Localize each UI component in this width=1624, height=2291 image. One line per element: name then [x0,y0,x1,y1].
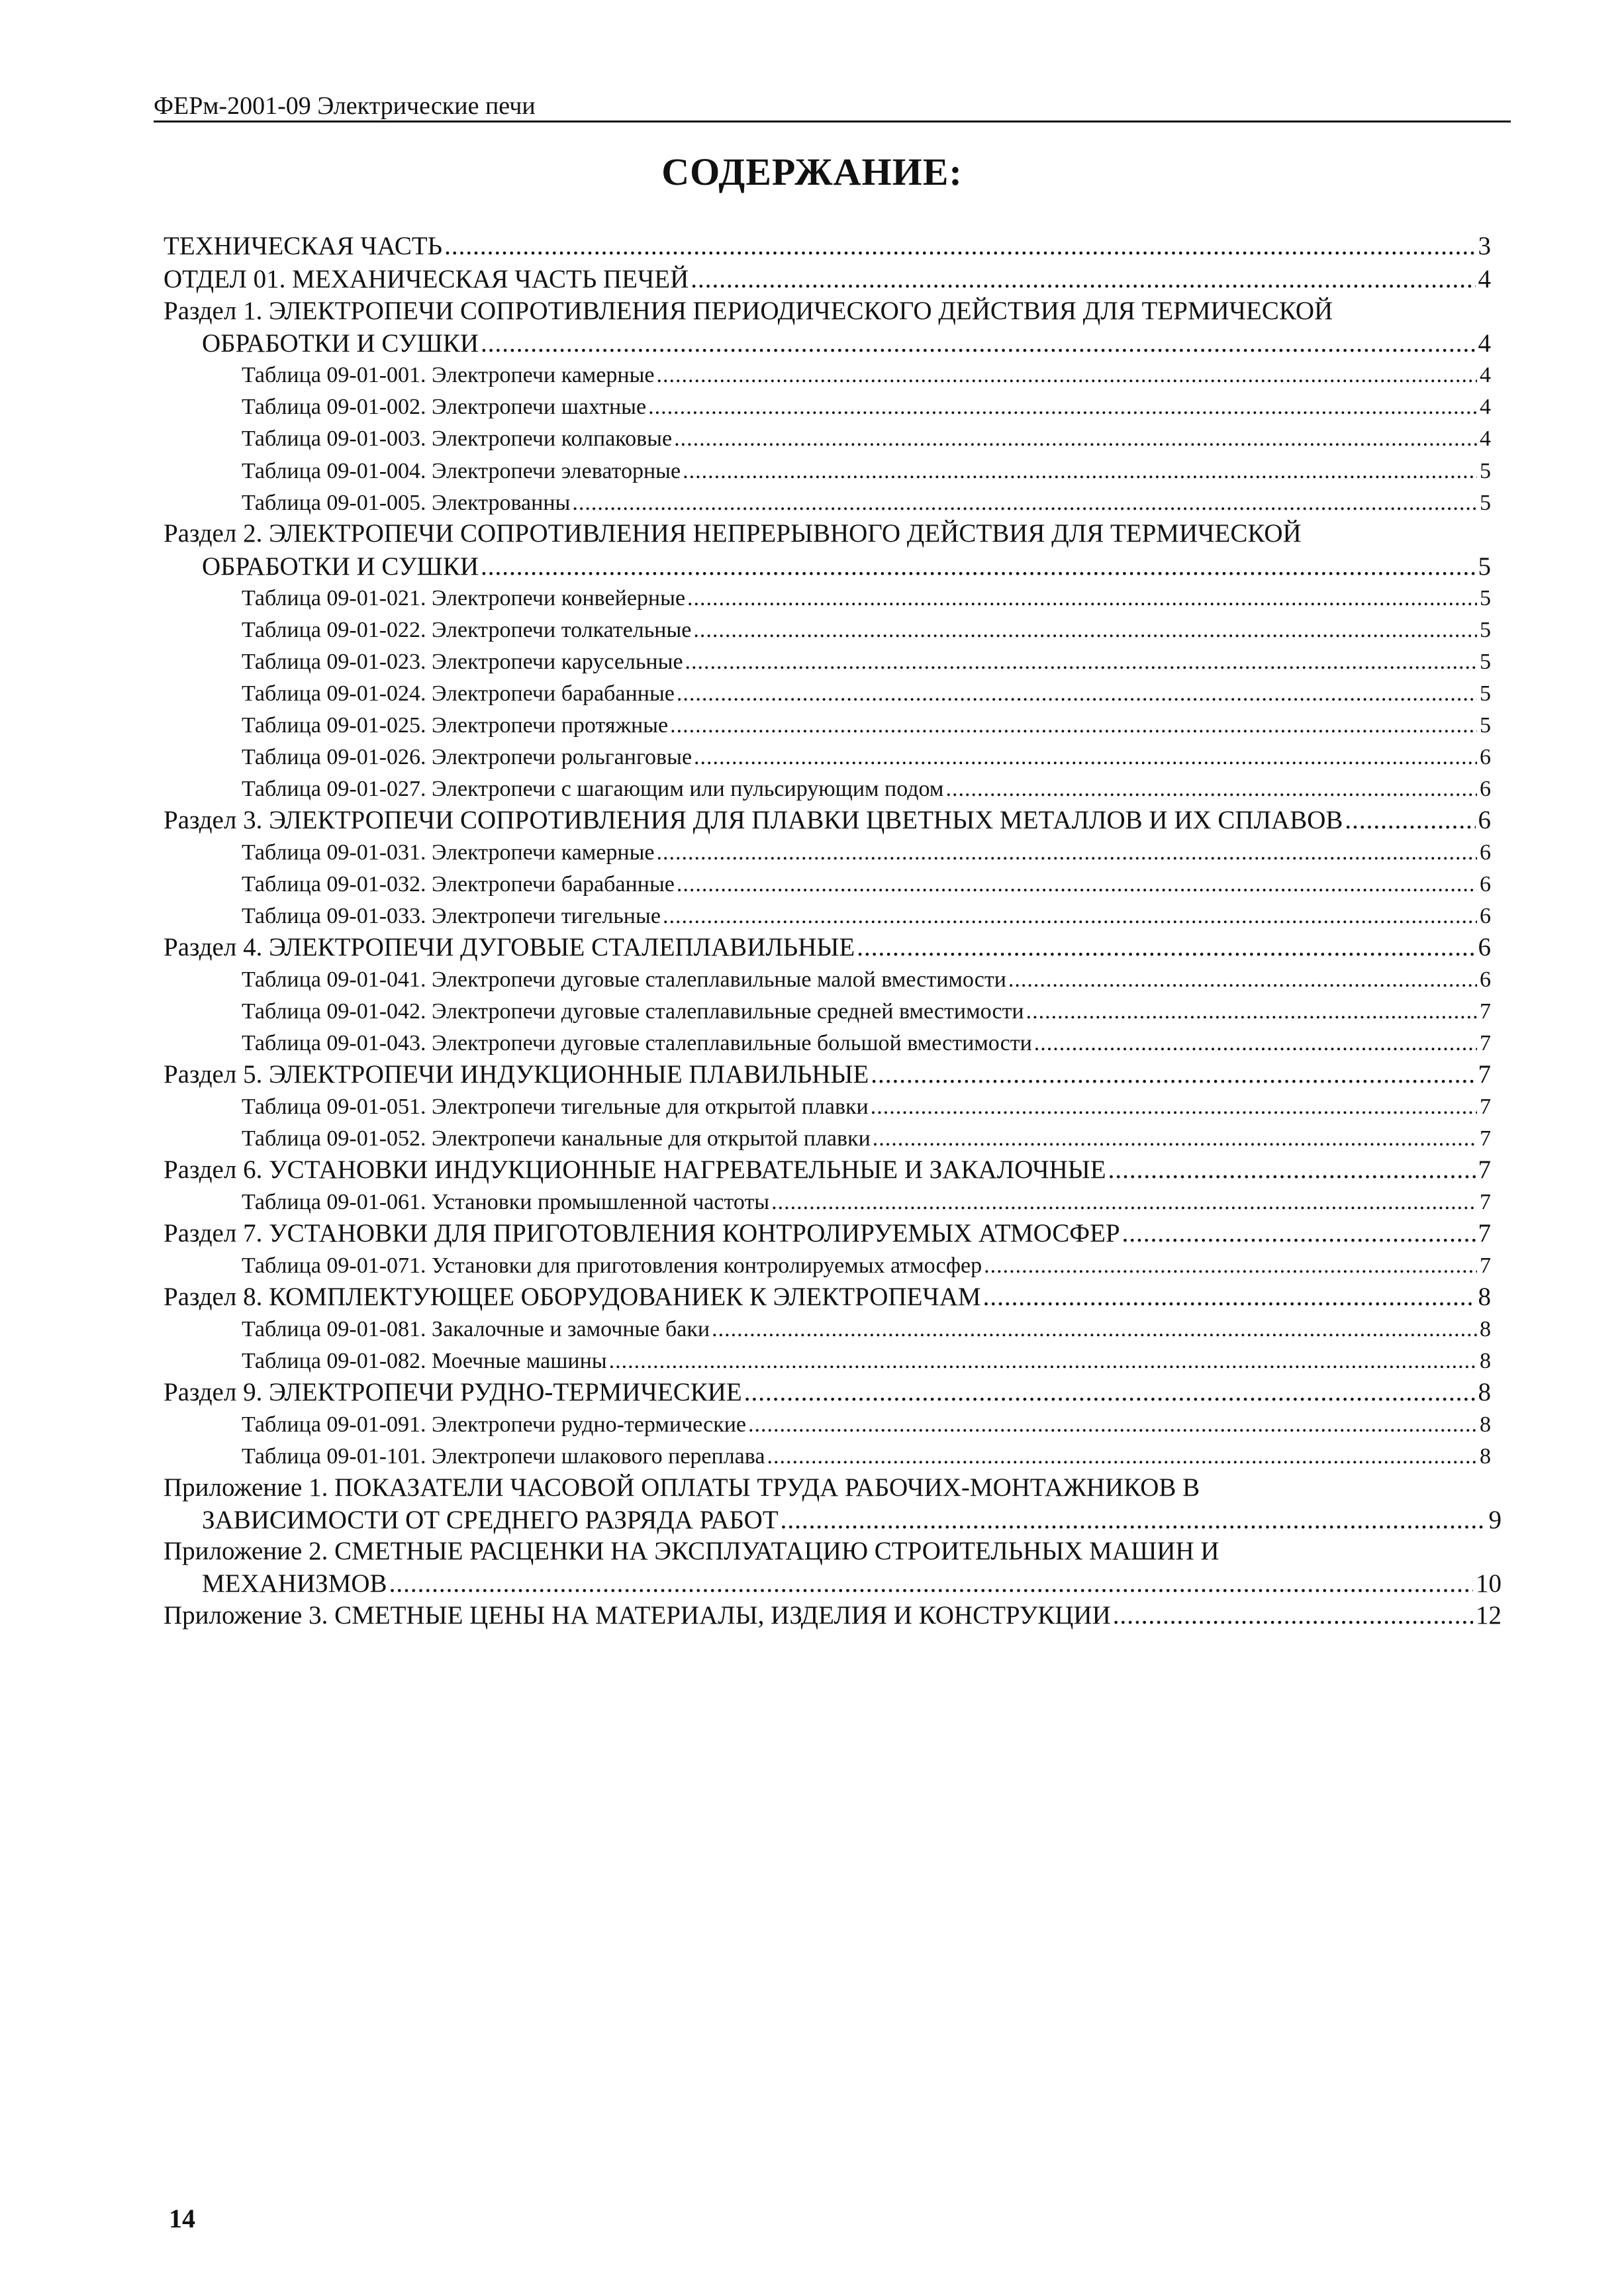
toc-entry-title: ОБРАБОТКИ И СУШКИ [202,552,479,581]
toc-entry-page: 5 [1480,713,1491,738]
toc-entry-page: 8 [1478,1283,1491,1311]
dot-leader [694,743,1477,772]
dot-leader [871,1093,1477,1122]
toc-entry[interactable] [242,1410,1491,1439]
toc-entry[interactable] [164,1155,1491,1185]
dot-leader [781,1506,1486,1535]
toc-entry[interactable] [242,902,1491,931]
toc-entry[interactable] [242,838,1491,867]
dot-leader [691,265,1475,294]
dot-leader [712,1315,1477,1344]
dot-leader [663,902,1477,931]
toc-entry-page: 6 [1480,872,1491,897]
toc-entry[interactable] [242,743,1491,772]
toc-entry-title: Раздел 3. ЭЛЕКТРОПЕЧИ СОПРОТИВЛЕНИЯ ДЛЯ ПЛАВКИ ЦВЕТНЫХ МЕТАЛЛОВ И ИХ СПЛАВОВ [164,806,1343,834]
toc-entry-page: 4 [1478,329,1491,358]
toc-entry-page: 5 [1480,650,1491,674]
toc-entry-page: 4 [1480,363,1491,387]
dot-leader [677,870,1477,899]
toc-entry-page: 7 [1480,1126,1491,1151]
toc-entry-title: Таблица 09-01-071. Установки для приготовления контролируемых атмосфер [242,1253,982,1278]
toc-entry[interactable] [242,1029,1491,1058]
toc-entry-page: 6 [1478,933,1491,961]
toc-entry[interactable] [242,870,1491,899]
toc-entry-title: Приложение 3. СМЕТНЫЕ ЦЕНЫ НА МАТЕРИАЛЫ, ИЗДЕЛИЯ И КОНСТРУКЦИИ [164,1601,1111,1630]
dot-leader [481,329,1475,358]
toc-entry-page: 3 [1478,232,1491,260]
toc-entry-page: 10 [1476,1569,1502,1598]
toc-entry[interactable] [242,1093,1491,1122]
toc-entry[interactable] [202,1506,1502,1535]
dot-leader [572,489,1477,518]
dot-leader [674,424,1477,454]
toc-entry[interactable] [242,489,1491,518]
toc-entry[interactable] [242,1442,1491,1471]
toc-entry-title: Раздел 7. УСТАНОВКИ ДЛЯ ПРИГОТОВЛЕНИЯ КОНТРОЛИРУЕМЫХ АТМОСФЕР [164,1219,1120,1247]
toc-entry[interactable] [242,648,1491,677]
toc-entry-title: Таблица 09-01-081. Закалочные и замочные баки [242,1317,710,1341]
toc-entry-title: Таблица 09-01-082. Моечные машины [242,1349,607,1373]
toc-entry-title: Раздел 6. УСТАНОВКИ ИНДУКЦИОННЫЕ НАГРЕВАТЕЛЬНЫЕ И ЗАКАЛОЧНЫЕ [164,1155,1106,1184]
toc-entry-page: 8 [1480,1317,1491,1341]
toc-entry-page: 9 [1488,1506,1502,1534]
dot-leader [670,711,1477,740]
toc-entry-page: 5 [1480,491,1491,515]
toc-entry-title: Таблица 09-01-023. Электропечи карусельные [242,650,683,674]
dot-leader [983,1283,1476,1312]
toc-entry-page: 6 [1480,840,1491,865]
toc-entry[interactable] [242,711,1491,740]
dot-leader [857,933,1475,962]
toc-entry-title: Таблица 09-01-052. Электропечи канальные для открытой плавки [242,1126,871,1151]
toc-entry-title: Таблица 09-01-051. Электропечи тигельные для открытой плавки [242,1095,869,1119]
toc-entry-title: Таблица 09-01-032. Электропечи барабанные [242,872,675,897]
dot-leader [481,552,1475,581]
toc-entry-title: ТЕХНИЧЕСКАЯ ЧАСТЬ [164,232,443,260]
dot-leader [444,232,1475,261]
dot-leader [744,1378,1476,1407]
toc-entry-page: 7 [1478,1155,1491,1184]
toc-entry[interactable] [164,232,1491,261]
toc-entry-title: ЗАВИСИМОСТИ ОТ СРЕДНЕГО РАЗРЯДА РАБОТ [202,1506,779,1534]
dot-leader [685,648,1477,677]
toc-entry[interactable] [242,1347,1491,1376]
toc-entry[interactable] [242,679,1491,708]
toc-entry-page: 5 [1480,586,1491,610]
toc-entry-title: Таблица 09-01-024. Электропечи барабанные [242,681,675,706]
toc-entry-page: 4 [1480,395,1491,419]
dot-leader [683,457,1477,486]
toc-entry-page: 4 [1480,426,1491,451]
toc-entry[interactable] [242,1251,1491,1281]
toc-entry-title: Таблица 09-01-101. Электропечи шлакового переплава [242,1444,765,1469]
toc-entry-page: 7 [1478,1060,1491,1089]
toc-entry-title: Таблица 09-01-027. Электропечи с шагающим или пульсирующим подом [242,777,944,801]
toc-entry-page: 7 [1480,1095,1491,1119]
toc-entry-page: 8 [1480,1444,1491,1469]
toc-entry[interactable] [242,393,1491,422]
dot-leader [1026,997,1477,1026]
toc-entry-title: Раздел 9. ЭЛЕКТРОПЕЧИ РУДНО-ТЕРМИЧЕСКИЕ [164,1378,742,1406]
toc-entry-page: 5 [1480,459,1491,483]
toc-entry[interactable] [202,1569,1502,1598]
toc-entry-title: Таблица 09-01-002. Электропечи шахтные [242,395,647,419]
toc-entry-title: Таблица 09-01-041. Электропечи дуговые сталеплавильные малой вместимости [242,967,1006,992]
dot-leader [648,393,1477,422]
dot-leader [767,1442,1477,1471]
toc-entry[interactable] [242,457,1491,486]
toc-entry-title: Таблица 09-01-021. Электропечи конвейерные [242,586,686,610]
toc-entry[interactable] [242,775,1491,804]
toc-entry-title: Раздел 4. ЭЛЕКТРОПЕЧИ ДУГОВЫЕ СТАЛЕПЛАВИЛЬНЫЕ [164,933,855,961]
toc-entry-title: Таблица 09-01-043. Электропечи дуговые сталеплавильные большой вместимости [242,1031,1032,1055]
page-title: СОДЕРЖАНИЕ: [661,150,963,193]
toc-entry[interactable] [242,1124,1491,1153]
toc-entry[interactable] [164,806,1491,835]
toc-entry-page: 7 [1480,1190,1491,1214]
page-number: 14 [169,2204,195,2233]
toc-entry[interactable] [164,1219,1491,1248]
toc-entry-page: 6 [1480,967,1491,992]
dot-leader [984,1251,1477,1281]
toc-entry-title: Таблица 09-01-026. Электропечи рольганговые [242,745,693,769]
toc-entry-title: Таблица 09-01-003. Электропечи колпаковые [242,426,673,451]
dot-leader [677,679,1477,708]
toc-entry[interactable] [242,424,1491,454]
toc-entry-page: 6 [1480,904,1491,928]
toc-entry-page: 6 [1480,745,1491,769]
toc-entry-title: ОТДЕЛ 01. МЕХАНИЧЕСКАЯ ЧАСТЬ ПЕЧЕЙ [164,265,689,293]
toc-entry[interactable] [164,1601,1502,1630]
toc-entry-page: 8 [1478,1378,1491,1406]
toc-entry-page: 6 [1480,777,1491,801]
toc-entry-title: МЕХАНИЗМОВ [202,1569,387,1598]
dot-leader [1008,965,1477,995]
dot-leader [657,838,1477,867]
toc-entry-title: Раздел 5. ЭЛЕКТРОПЕЧИ ИНДУКЦИОННЫЕ ПЛАВИЛЬНЫЕ [164,1060,869,1089]
toc-entry-page: 7 [1480,1031,1491,1055]
dot-leader [1345,806,1475,835]
toc-entry-page: 5 [1480,681,1491,706]
toc-entry[interactable] [242,584,1491,613]
toc-entry[interactable] [164,265,1491,294]
toc-entry-title: Раздел 8. КОМПЛЕКТУЮЩЕЕ ОБОРУДОВАНИЕК К ЭЛЕКТРОПЕЧАМ [164,1283,981,1311]
toc-entry-page: 7 [1478,1219,1491,1247]
toc-entry-page: 7 [1480,1253,1491,1278]
toc-entry-page: 8 [1480,1349,1491,1373]
toc-entry[interactable] [164,1283,1491,1312]
toc-entry[interactable] [202,329,1491,358]
toc-entry[interactable] [242,361,1491,390]
toc-entry-title: ОБРАБОТКИ И СУШКИ [202,329,479,358]
dot-leader [873,1124,1477,1153]
dot-leader [1034,1029,1477,1058]
toc-entry-page: 6 [1478,806,1491,834]
toc-entry-page: 4 [1478,265,1491,293]
toc-entry-title: Таблица 09-01-001. Электропечи камерные [242,363,655,387]
dot-leader [609,1347,1477,1376]
toc-entry-title: Таблица 09-01-091. Электропечи рудно-термические [242,1412,746,1437]
toc-entry-title-line1[interactable]: Раздел 2. ЭЛЕКТРОПЕЧИ СОПРОТИВЛЕНИЯ НЕПРЕРЫВНОГО ДЕЙСТВИЯ ДЛЯ ТЕРМИЧЕСКОЙ [164,519,1302,548]
toc-entry[interactable] [164,1378,1491,1407]
dot-leader [687,584,1477,613]
dot-leader [945,775,1477,804]
toc-entry-page: 7 [1480,999,1491,1024]
toc-entry-title: Таблица 09-01-031. Электропечи камерные [242,840,655,865]
toc-entry-page: 8 [1480,1412,1491,1437]
dot-leader [1113,1601,1473,1630]
toc-entry-page: 12 [1476,1601,1502,1630]
toc-entry-title-line1[interactable]: Приложение 2. СМЕТНЫЕ РАСЦЕНКИ НА ЭКСПЛУАТАЦИЮ СТРОИТЕЛЬНЫХ МАШИН И [164,1537,1219,1565]
running-title: ФЕРм-2001-09 Электрические печи [154,92,536,120]
toc-entry-title: Таблица 09-01-025. Электропечи протяжные [242,713,669,738]
toc-entry[interactable] [164,933,1491,962]
dot-leader [693,616,1477,645]
dot-leader [771,1188,1477,1217]
toc-entry-title: Таблица 09-01-005. Электрованны [242,491,571,515]
toc-entry-title: Таблица 09-01-004. Электропечи элеваторные [242,459,681,483]
toc-entry[interactable] [242,1315,1491,1344]
toc-entry[interactable] [242,1188,1491,1217]
toc-entry-title: Таблица 09-01-022. Электропечи толкательные [242,618,692,642]
toc-entry[interactable] [202,552,1491,581]
toc-entry-page: 5 [1478,552,1491,581]
dot-leader [1108,1155,1476,1185]
toc-entry-title: Таблица 09-01-033. Электропечи тигельные [242,904,661,928]
toc-entry-title: Таблица 09-01-042. Электропечи дуговые сталеплавильные средней вместимости [242,999,1024,1024]
toc-entry[interactable] [242,616,1491,645]
toc-entry[interactable] [242,997,1491,1026]
dot-leader [657,361,1477,390]
toc-entry[interactable] [164,1060,1491,1089]
dot-leader [1122,1219,1476,1248]
dot-leader [389,1569,1473,1598]
dot-leader [871,1060,1475,1089]
toc-entry[interactable] [242,965,1491,995]
toc-entry-title-line1[interactable]: Приложение 1. ПОКАЗАТЕЛИ ЧАСОВОЙ ОПЛАТЫ ТРУДА РАБОЧИХ-МОНТАЖНИКОВ В [164,1473,1200,1502]
toc-entry-title: Таблица 09-01-061. Установки промышленной частоты [242,1190,770,1214]
toc-entry-title-line1[interactable]: Раздел 1. ЭЛЕКТРОПЕЧИ СОПРОТИВЛЕНИЯ ПЕРИОДИЧЕСКОГО ДЕЙСТВИЯ ДЛЯ ТЕРМИЧЕСКОЙ [164,297,1333,325]
dot-leader [748,1410,1477,1439]
toc-entry-page: 5 [1480,618,1491,642]
